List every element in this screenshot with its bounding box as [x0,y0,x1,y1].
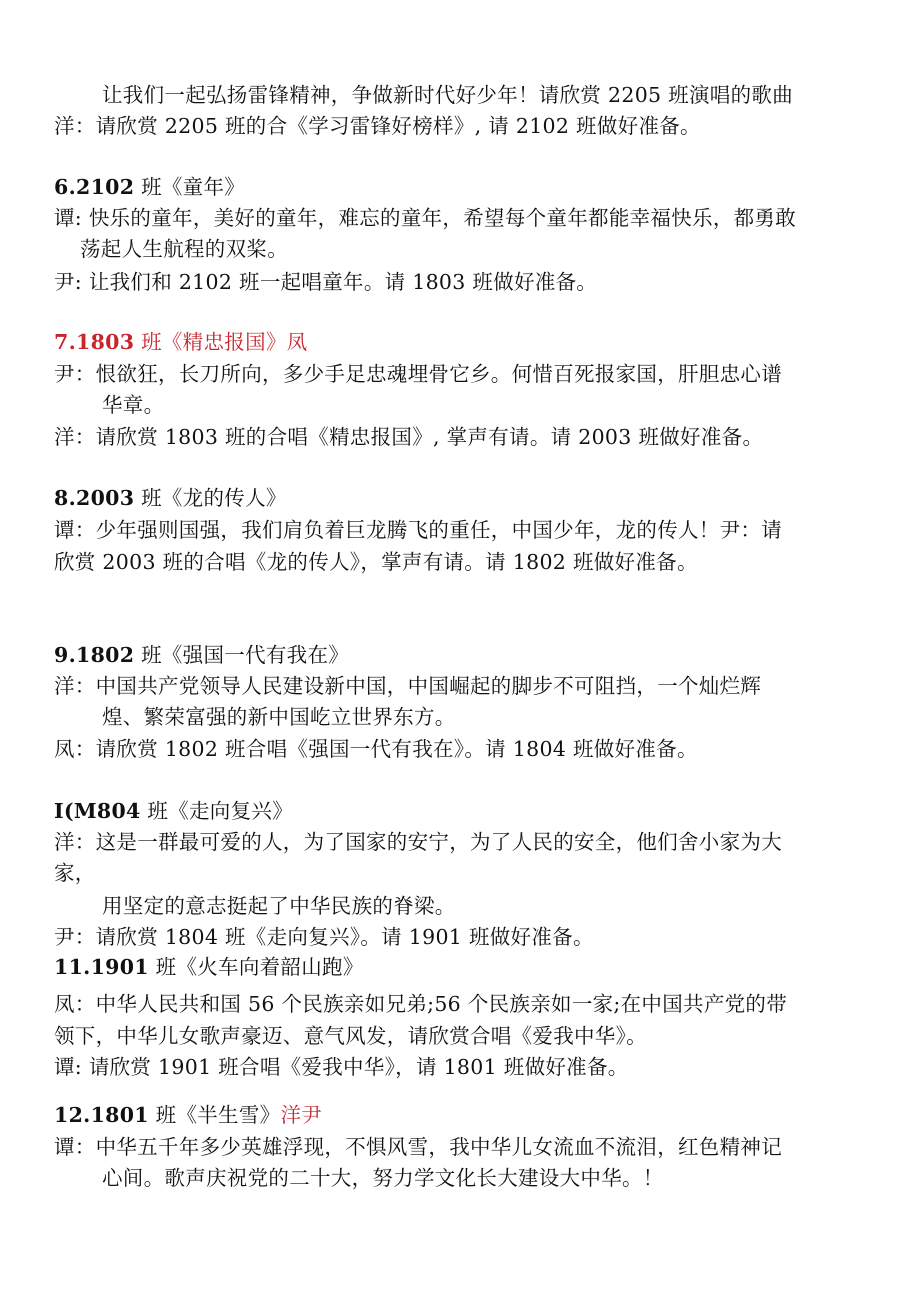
section-6-line-2: 荡起人生航程的双桨。 [80,237,288,261]
section-8-line-2: 欣赏 2003 班的合唱《龙的传人》，掌声有请。请 1802 班做好准备。 [54,550,698,574]
section-8-title: 班《龙的传人》 [134,486,287,510]
section-11-line-1: 凤：中华人民共和国 56 个民族亲如兄弟;56 个民族亲如一家;在中国共产党的带 [54,992,788,1016]
section-11-line-2: 领下，中华儿女歌声豪迈、意气风发，请欣赏合唱《爱我中华》。 [54,1024,647,1048]
section-12-line-2: 心间。歌声庆祝党的二十大，努力学文化长大建设大中华。！ [102,1166,664,1190]
section-9-line-3: 凤：请欣赏 1802 班合唱《强国一代有我在》。请 1804 班做好准备。 [54,737,698,761]
section-8-heading [54,483,287,513]
section-10-line-4: 尹：请欣赏 1804 班《走向复兴》。请 1901 班做好准备。 [54,925,594,949]
section-12-heading [54,1100,322,1130]
section-9-heading [54,640,349,670]
intro-line-2: 洋：请欣赏 2205 班的合《学习雷锋好榜样》, 请 2102 班做好准备。 [54,114,701,138]
section-10-line-3: 用坚定的意志挺起了中华民族的脊梁。 [102,894,456,918]
section-11-heading [54,952,364,982]
section-8-number: 8.2003 [54,486,135,510]
section-6-line-3: 尹: 让我们和 2102 班一起唱童年。请 1803 班做好准备。 [54,270,598,294]
section-11-number: 11.1901 [54,955,149,979]
intro-line-1: 让我们一起弘扬雷锋精神，争做新时代好少年！请欣赏 2205 班演唱的歌曲 [102,83,794,107]
section-12-number: 12.1801 [54,1103,149,1127]
section-10-line-2: 家， [54,861,96,885]
section-10-heading [54,796,293,826]
section-10-title: 班《走向复兴》 [140,799,293,823]
section-8-line-1: 谭：少年强则国强，我们肩负着巨龙腾飞的重任，中国少年，龙的传人！尹：请 [54,518,782,542]
section-7-title: 班《精忠报国》凤 [134,330,308,354]
section-7-number: 7.1803 [54,330,135,354]
section-6-title: 班《童年》 [134,175,246,199]
section-6-line-1: 谭: 快乐的童年，美好的童年，难忘的童年，希望每个童年都能幸福快乐，都勇敢 [54,206,797,230]
section-9-title: 班《强国一代有我在》 [134,643,350,667]
section-11-line-3: 谭: 请欣赏 1901 班合唱《爱我中华》，请 1801 班做好准备。 [54,1055,629,1079]
section-6-heading [54,172,245,202]
section-9-number: 9.1802 [54,643,135,667]
section-12-title: 班《半生雪》 [148,1103,281,1127]
section-7-line-3: 洋：请欣赏 1803 班的合唱《精忠报国》, 掌声有请。请 2003 班做好准备。 [54,425,764,449]
section-9-line-1: 洋：中国共产党领导人民建设新中国，中国崛起的脚步不可阻挡，一个灿烂辉 [54,674,762,698]
section-7-line-1: 尹：恨欲狂，长刀所向，多少手足忠魂埋骨它乡。何惜百死报家国，肝胆忠心谱 [54,362,782,386]
section-12-hosts: 洋尹 [280,1103,323,1127]
section-10-line-1: 洋：这是一群最可爱的人，为了国家的安宁，为了人民的安全，他们舍小家为大 [54,830,782,854]
section-10-number: I(M804 [54,799,141,823]
section-7-line-2: 华章。 [102,393,165,417]
section-6-number: 6.2102 [54,175,135,199]
section-7-heading [54,327,307,357]
section-11-title: 班《火车向着韶山跑》 [148,955,364,979]
section-12-line-1: 谭：中华五千年多少英雄浮现，不惧风雪，我中华儿女流血不流泪，红色精神记 [54,1135,782,1159]
section-9-line-2: 煌、繁荣富强的新中国屹立世界东方。 [102,705,456,729]
